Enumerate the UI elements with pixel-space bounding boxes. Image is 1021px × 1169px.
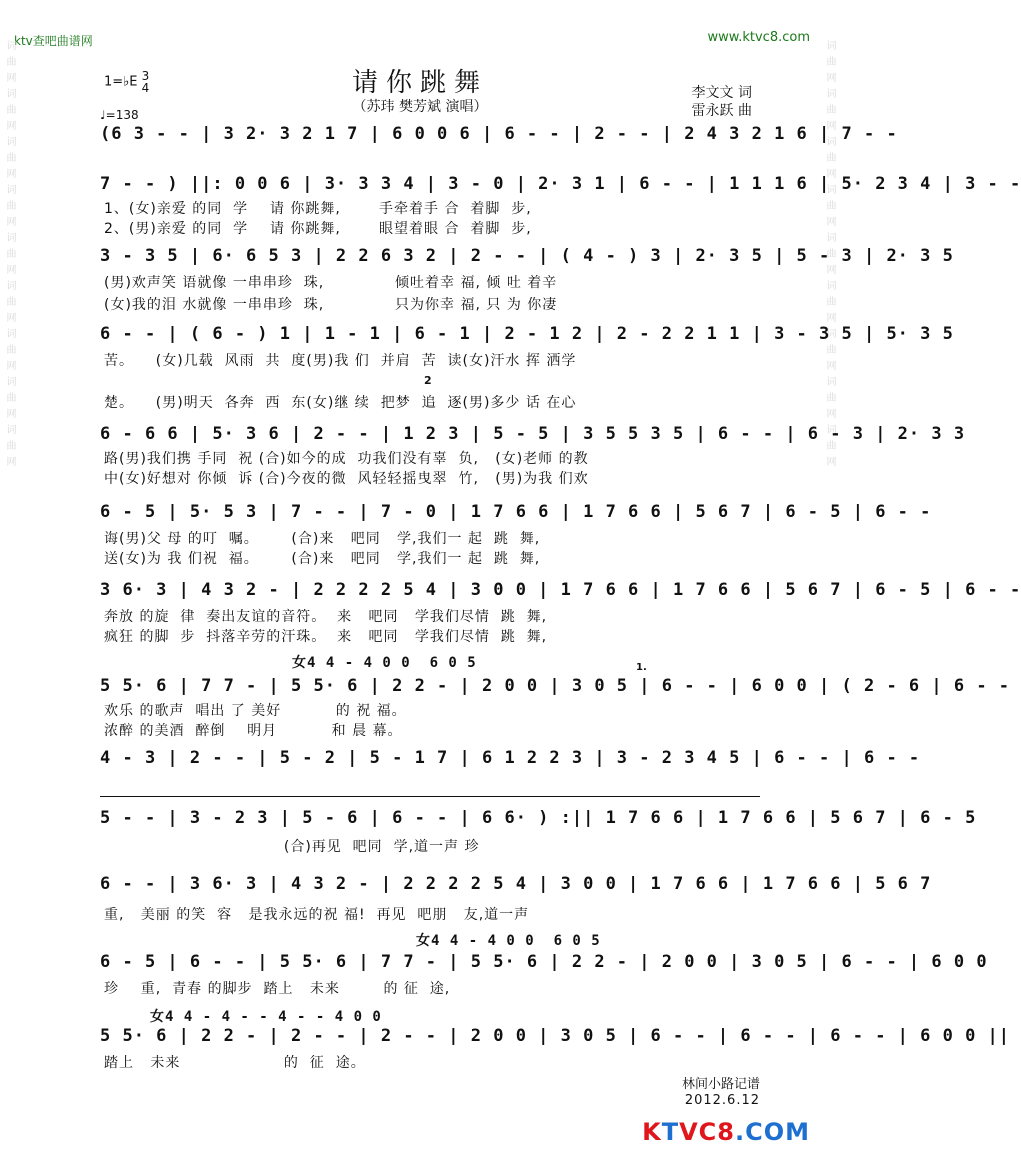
transcriber: 林间小路记谱 [681, 1077, 760, 1092]
song-title: 请你跳舞 [351, 68, 488, 98]
time-top: 3 [141, 69, 150, 83]
lyric-line-5a: 楚。 (男)明天 各奔 西 东(女)继 续 把梦 追 逐(男)多少 话 在心 [104, 395, 577, 411]
lyric-line-6a: 路(男)我们携 手同 祝 (合)如今的成 功我们没有辜 负, (女)老师 的教 [104, 451, 589, 467]
score-line-10: 4 - 3 | 2 - - | 5 - 2 | 5 - 1 7 | 6 1 2 2 3 | 3 - 2 3 4 5 | 6 - - | 6 - - [100, 748, 921, 768]
watermark-right: 词曲网词曲网词曲网词曲网词曲网词曲网词曲网词曲网词曲网 [824, 40, 835, 472]
logo-v: V [679, 1118, 699, 1146]
score-line-6: 6 - 6 6 | 5· 3 6 | 2 - - | 1 2 3 | 5 - 5 | 3 5 5 3 5 | 6 - - | 6 - 3 | 2· 3 3 [100, 424, 966, 444]
score-line-7: 6 - 5 | 5· 5 3 | 7 - - | 7 - 0 | 1 7 6 6 | 1 7 6 6 | 5 6 7 | 6 - 5 | 6 - - [100, 502, 932, 522]
lyric-line-8b: 疯狂 的脚 步 抖落辛劳的汗珠。 来 吧同 学我们尽情 跳 舞, [104, 629, 548, 645]
transcription-date: 2012.6.12 [684, 1093, 760, 1108]
site-name-left[interactable]: ktv查吧曲谱网 [14, 34, 93, 48]
key-label: 1=♭E [104, 74, 138, 90]
lyric-line-3b: (女)我的泪 水就像 一串串珍 珠, 只为你幸 福, 只 为 你凄 [104, 297, 558, 313]
singers: （苏玮 樊芳斌 演唱） [352, 99, 488, 115]
lyric-line-2b: 2、(男)亲爱 的同 学 请 你跳舞, 眼望着眼 合 着脚 步, [104, 221, 532, 237]
lyric-line-3a: (男)欢声笑 语就像 一串串珍 珠, 倾吐着幸 福, 倾 吐 着辛 [104, 275, 558, 291]
time-signature [142, 70, 150, 94]
lyric-line-14a: 踏上 未来 的 征 途。 [104, 1055, 366, 1071]
lyric-line-9b: 浓醉 的美酒 醉倒 明月 和 晨 幕。 [104, 723, 403, 739]
key-signature [104, 70, 149, 94]
site-url-right[interactable]: www.ktvc8.com [707, 30, 810, 45]
score-line-12: 6 - - | 3 6· 3 | 4 3 2 - | 2 2 2 2 5 4 | 3 0 0 | 1 7 6 6 | 1 7 6 6 | 5 6 7 [100, 874, 932, 894]
page-mark: 2 [424, 374, 432, 387]
logo-c8: C8 [698, 1118, 735, 1146]
lyric-line-13a: 珍 重, 青春 的脚步 踏上 未来 的 征 途, [104, 981, 451, 997]
time-bottom: 4 [141, 81, 150, 95]
score-line-9: 5 5· 6 | 7 7 - | 5 5· 6 | 2 2 - | 2 0 0 | 3 0 5 | 6 - - | 6 0 0 | ( 2 - 6 | 6 - - [100, 676, 1011, 696]
lyric-line-7a: 诲(男)父 母 的叮 嘱。 (合)来 吧同 学,我们一 起 跳 舞, [104, 531, 541, 547]
upper-part-13: 女4 4 - 4 0 0 6 0 5 [416, 933, 601, 949]
tempo: ♩=138 [100, 108, 139, 122]
lyric-line-2a: 1、(女)亲爱 的同 学 请 你跳舞, 手牵着手 合 着脚 步, [104, 201, 532, 217]
lyric-line-12a: 重, 美丽 的笑 容 是我永远的祝 福! 再见 吧朋 友,道一声 [104, 907, 530, 923]
lyricist-credit: 李文文 词 [691, 85, 752, 101]
logo-k: K [642, 1118, 662, 1146]
lyric-line-11a: (合)再见 吧同 学,道一声 珍 [104, 839, 480, 855]
volta-mark: 1. [636, 662, 647, 673]
logo-t: T [661, 1118, 680, 1146]
logo-com: .COM [734, 1118, 810, 1146]
lyric-line-8a: 奔放 的旋 律 奏出友谊的音符。 来 吧同 学我们尽情 跳 舞, [104, 609, 548, 625]
volta-bracket-line [100, 796, 760, 797]
score-line-14: 5 5· 6 | 2 2 - | 2 - - | 2 - - | 2 0 0 | 3 0 5 | 6 - - | 6 - - | 6 - - | 6 0 0 || [100, 1026, 1011, 1046]
score-line-1: (6 3 - - | 3 2· 3 2 1 7 | 6 0 0 6 | 6 - - | 2 - - | 2 4 3 2 1 6 | 7 - - [100, 124, 898, 144]
lyric-line-6b: 中(女)好想对 你倾 诉 (合)今夜的微 风轻轻摇曳翠 竹, (男)为我 们欢 [104, 471, 589, 487]
score-line-11: 5 - - | 3 - 2 3 | 5 - 6 | 6 - - | 6 6· ) :|| 1 7 6 6 | 1 7 6 6 | 5 6 7 | 6 - 5 [100, 808, 977, 828]
score-line-8: 3 6· 3 | 4 3 2 - | 2 2 2 2 5 4 | 3 0 0 | 1 7 6 6 | 1 7 6 6 | 5 6 7 | 6 - 5 | 6 - - [100, 580, 1021, 600]
upper-part-14: 女4 4 - 4 - - 4 - - 4 0 0 [150, 1009, 382, 1025]
lyric-line-4a: 苦。 (女)几载 风雨 共 度(男)我 们 并肩 苦 读(女)汗水 挥 洒学 [104, 353, 577, 369]
lyric-line-7b: 送(女)为 我 们祝 福。 (合)来 吧同 学,我们一 起 跳 舞, [104, 551, 541, 567]
score-line-4: 6 - - | ( 6 - ) 1 | 1 - 1 | 6 - 1 | 2 - 1 2 | 2 - 2 2 1 1 | 3 - 3 5 | 5· 3 5 [100, 324, 954, 344]
watermark-left: 词曲网词曲网词曲网词曲网词曲网词曲网词曲网词曲网词曲网 [4, 40, 15, 472]
lyric-line-9a: 欢乐 的歌声 唱出 了 美好 的 祝 福。 [104, 703, 407, 719]
score-line-13: 6 - 5 | 6 - - | 5 5· 6 | 7 7 - | 5 5· 6 | 2 2 - | 2 0 0 | 3 0 5 | 6 - - | 6 0 0 [100, 952, 988, 972]
score-line-2: 7 - - ) ||: 0 0 6 | 3· 3 3 4 | 3 - 0 | 2· 3 1 | 6 - - | 1 1 1 6 | 5· 2 3 4 | 3 - - [100, 174, 1021, 194]
upper-part-9: 女4 4 - 4 0 0 6 0 5 [292, 655, 477, 671]
score-line-3: 3 - 3 5 | 6· 6 5 3 | 2 2 6 3 2 | 2 - - | ( 4 - ) 3 | 2· 3 5 | 5 - 3 | 2· 3 5 [100, 246, 954, 266]
ktvc8-logo[interactable] [642, 1118, 810, 1146]
composer-credit: 雷永跃 曲 [691, 103, 752, 119]
